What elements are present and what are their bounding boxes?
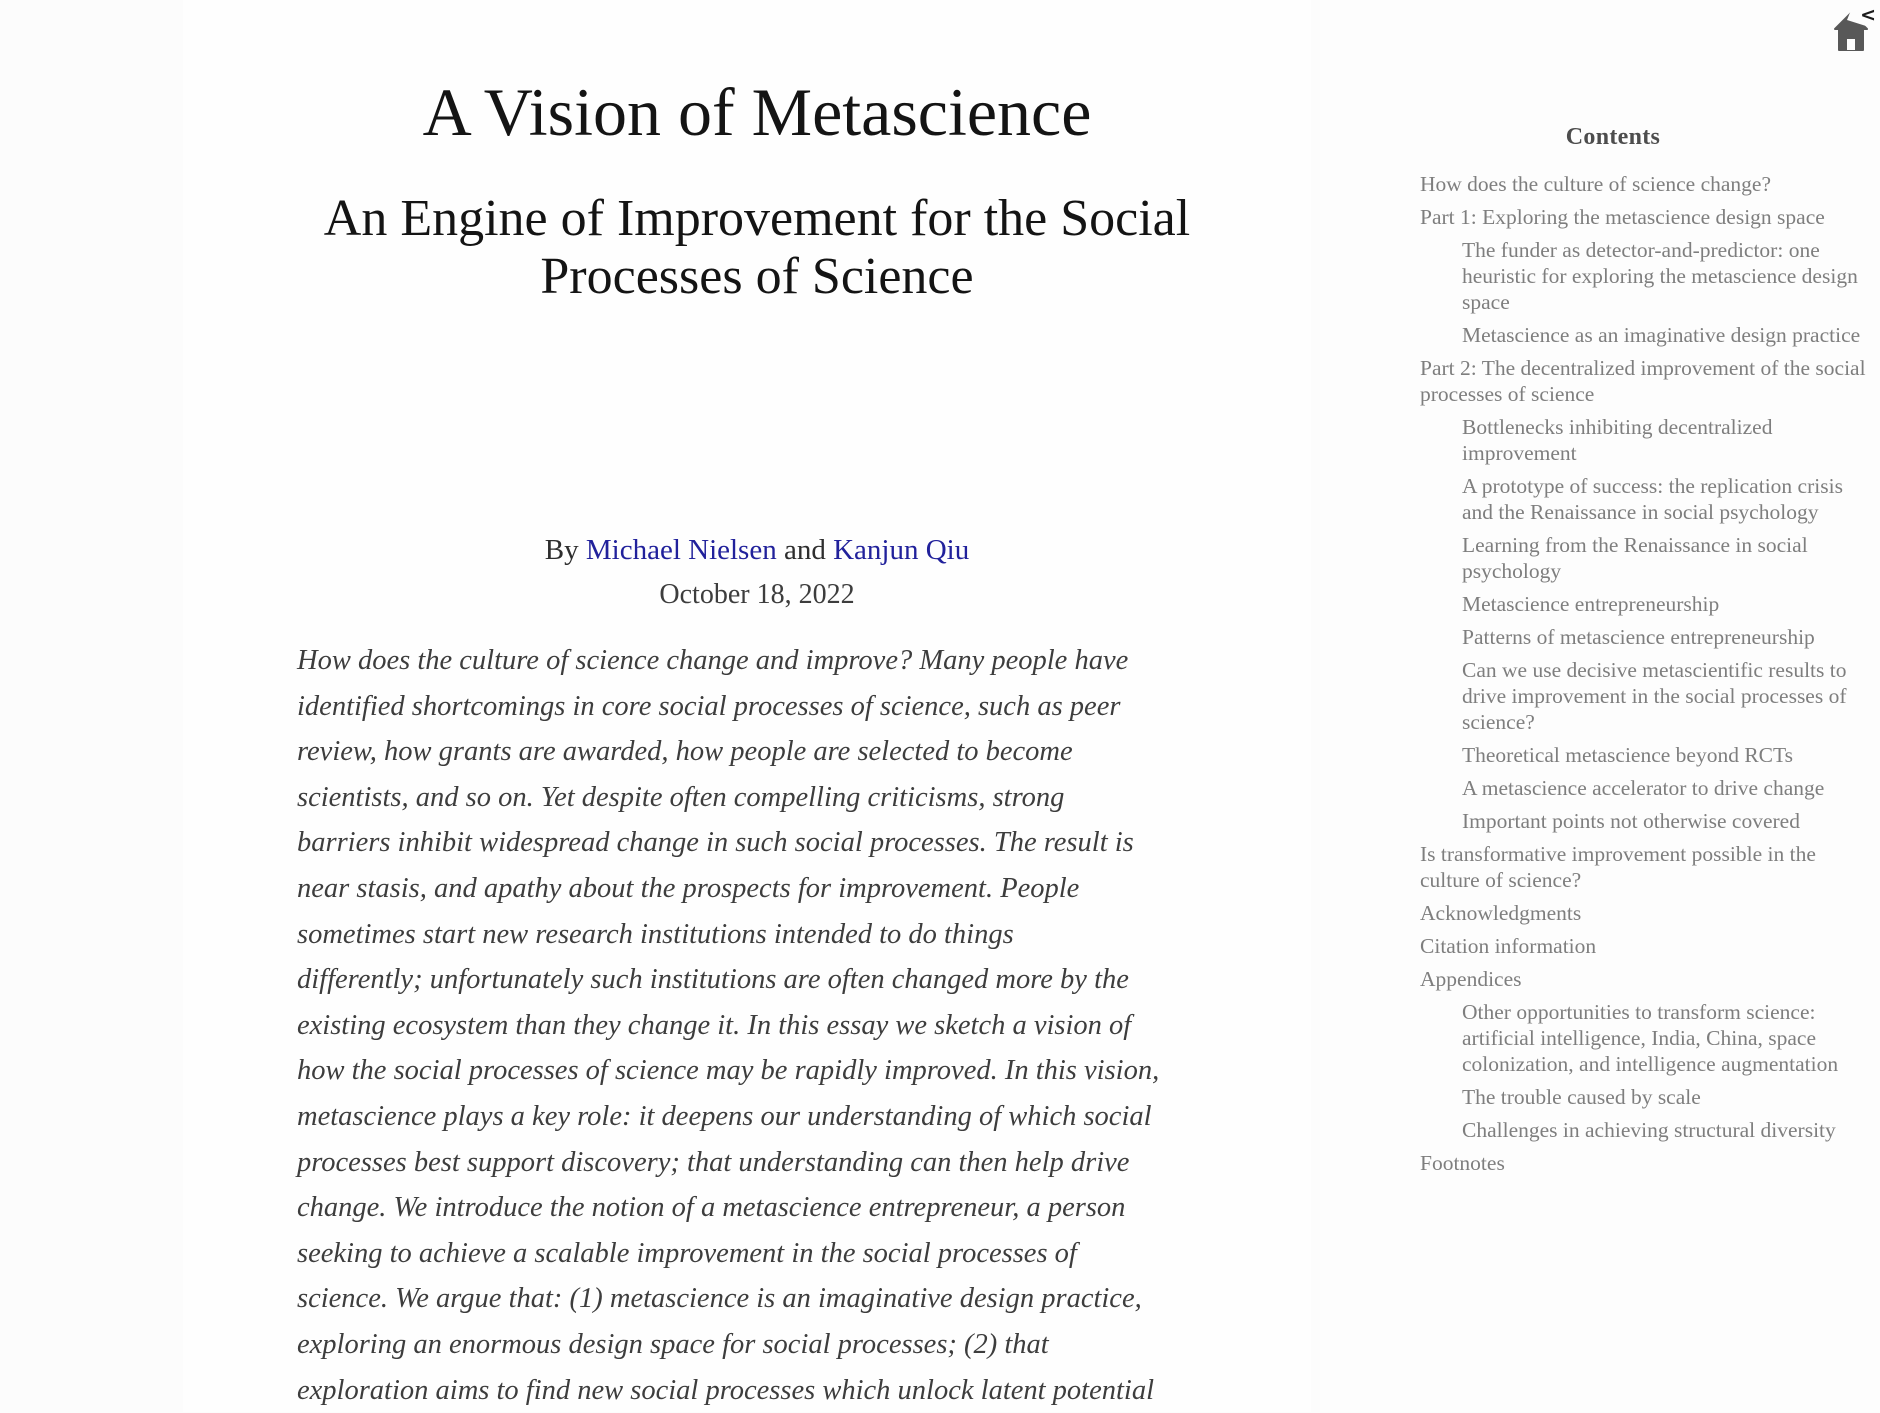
- toc-item-other-opportunities[interactable]: Other opportunities to transform science: artificial intelligence, India, China, space colonization, and intelligence augmentation: [1462, 999, 1866, 1077]
- byline-conjunction: and: [784, 534, 826, 566]
- toc-item-part-1[interactable]: Part 1: Exploring the metascience design space: [1420, 204, 1866, 230]
- toc-item-part-2[interactable]: Part 2: The decentralized improvement of the social processes of science: [1420, 355, 1866, 407]
- toc-item-learning-from-renaissance[interactable]: Learning from the Renaissance in social psychology: [1462, 532, 1866, 584]
- toc-item-metascience-entrepreneurship[interactable]: Metascience entrepreneurship: [1462, 591, 1866, 617]
- abstract-line: change. We introduce the notion of a metascience entrepreneur, a person: [297, 1185, 1217, 1231]
- home-button[interactable]: [1834, 6, 1872, 52]
- abstract-line: sometimes start new research institutions intended to do things: [297, 912, 1217, 958]
- toc-list: [1420, 171, 1866, 1176]
- toc-item-important-points[interactable]: Important points not otherwise covered: [1462, 808, 1866, 834]
- abstract-line: processes best support discovery; that understanding can then help drive: [297, 1140, 1217, 1186]
- abstract-line: how the social processes of science may be rapidly improved. In this vision,: [297, 1048, 1217, 1094]
- toc-item-footnotes[interactable]: Footnotes: [1420, 1150, 1866, 1176]
- toc-item-patterns-of-entrepreneurship[interactable]: Patterns of metascience entrepreneurship: [1462, 624, 1866, 650]
- abstract-line: metascience plays a key role: it deepens our understanding of which social: [297, 1094, 1217, 1140]
- toc-item-funder-detector-predictor[interactable]: The funder as detector-and-predictor: one heuristic for exploring the metascience design space: [1462, 237, 1866, 315]
- abstract-line: exploring an enormous design space for social processes; (2) that: [297, 1322, 1217, 1368]
- publication-date: October 18, 2022: [183, 578, 1311, 612]
- article-subtitle: An Engine of Improvement for the Social Processes of Science: [227, 190, 1267, 306]
- abstract-line: identified shortcomings in core social processes of science, such as peer: [297, 684, 1217, 730]
- toc-item-metascience-accelerator[interactable]: A metascience accelerator to drive change: [1462, 775, 1866, 801]
- abstract-line: exploration aims to find new social processes which unlock latent potential: [297, 1368, 1217, 1413]
- toc-item-trouble-caused-by-scale[interactable]: The trouble caused by scale: [1462, 1084, 1866, 1110]
- article-title: A Vision of Metascience: [183, 0, 1311, 146]
- chevron-left-icon: <: [1860, 4, 1876, 26]
- author-link-kanjun-qiu[interactable]: Kanjun Qiu: [833, 534, 969, 566]
- abstract-line: near stasis, and apathy about the prospects for improvement. People: [297, 866, 1217, 912]
- byline-prefix: By: [545, 534, 579, 566]
- toc-item-theoretical-metascience[interactable]: Theoretical metascience beyond RCTs: [1462, 742, 1866, 768]
- toc-item-how-does-culture-change[interactable]: How does the culture of science change?: [1420, 171, 1866, 197]
- author-link-michael-nielsen[interactable]: Michael Nielsen: [586, 534, 777, 566]
- toc-item-appendices[interactable]: Appendices: [1420, 966, 1866, 992]
- abstract-line: differently; unfortunately such institutions are often changed more by the: [297, 957, 1217, 1003]
- abstract-line: scientists, and so on. Yet despite often compelling criticisms, strong: [297, 775, 1217, 821]
- toc-item-bottlenecks[interactable]: Bottlenecks inhibiting decentralized improvement: [1462, 414, 1866, 466]
- toc-item-structural-diversity[interactable]: Challenges in achieving structural diversity: [1462, 1117, 1866, 1143]
- abstract-line: seeking to achieve a scalable improvement in the social processes of: [297, 1231, 1217, 1277]
- article-column: [183, 0, 1311, 1412]
- toc-item-transformative-improvement[interactable]: Is transformative improvement possible in the culture of science?: [1420, 841, 1866, 893]
- abstract-paragraph: [297, 638, 1217, 1413]
- toc-item-decisive-metascientific-results[interactable]: Can we use decisive metascientific results to drive improvement in the social processes of science?: [1462, 657, 1866, 735]
- toc-item-acknowledgments[interactable]: Acknowledgments: [1420, 900, 1866, 926]
- table-of-contents: [1420, 122, 1866, 1176]
- abstract-line: existing ecosystem than they change it. In this essay we sketch a vision of: [297, 1003, 1217, 1049]
- toc-item-imaginative-design-practice[interactable]: Metascience as an imaginative design practice: [1462, 322, 1866, 348]
- toc-heading: Contents: [1420, 122, 1866, 152]
- toc-item-prototype-of-success[interactable]: A prototype of success: the replication crisis and the Renaissance in social psychology: [1462, 473, 1866, 525]
- abstract-line: barriers inhibit widespread change in such social processes. The result is: [297, 820, 1217, 866]
- byline: [183, 532, 1311, 568]
- abstract-line: How does the culture of science change and improve? Many people have: [297, 638, 1217, 684]
- toc-item-citation-information[interactable]: Citation information: [1420, 933, 1866, 959]
- abstract-line: review, how grants are awarded, how people are selected to become: [297, 729, 1217, 775]
- abstract-line: science. We argue that: (1) metascience is an imaginative design practice,: [297, 1276, 1217, 1322]
